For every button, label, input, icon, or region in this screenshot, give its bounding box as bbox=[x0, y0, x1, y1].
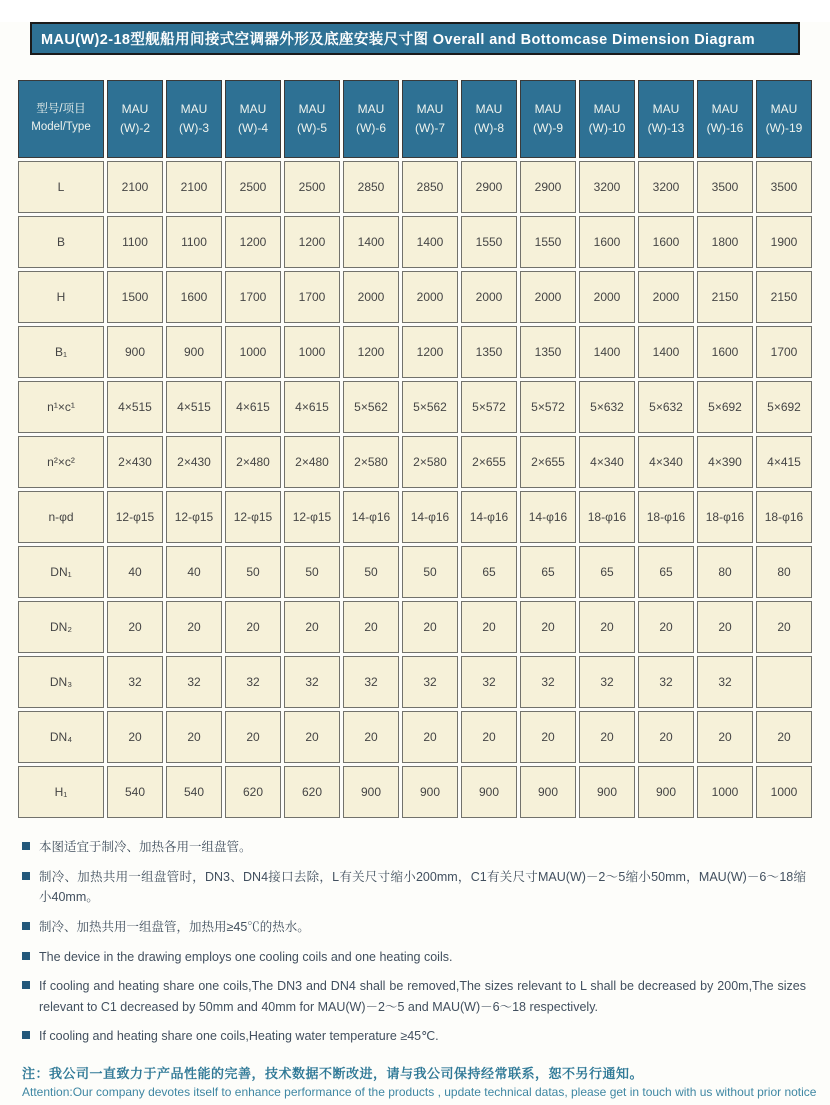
table-cell: 18-φ16 bbox=[697, 491, 753, 543]
table-cell: 32 bbox=[107, 656, 163, 708]
model-prefix: MAU bbox=[652, 102, 680, 117]
table-header bbox=[18, 80, 812, 158]
table-cell: 5×632 bbox=[579, 381, 635, 433]
column-header-w-10 bbox=[579, 80, 635, 158]
table-cell: 14-φ16 bbox=[343, 491, 399, 543]
table-cell: 32 bbox=[520, 656, 576, 708]
table-cell: 32 bbox=[638, 656, 694, 708]
model-prefix: MAU bbox=[416, 102, 444, 117]
table-cell: 20 bbox=[520, 601, 576, 653]
table-cell: 1550 bbox=[520, 216, 576, 268]
table-cell: 900 bbox=[461, 766, 517, 818]
bottom-note-chinese: 注：我公司一直致力于产品性能的完善，技术数据不断改进，请与我公司保持经常联系，恕不另行通知。 bbox=[22, 1066, 644, 1081]
table-cell: 1800 bbox=[697, 216, 753, 268]
table-cell: 18-φ16 bbox=[638, 491, 694, 543]
table-cell: 1400 bbox=[638, 326, 694, 378]
table-cell: 2100 bbox=[166, 161, 222, 213]
table-cell: 540 bbox=[166, 766, 222, 818]
bottom-note-english: Attention:Our company devotes itself to enhance performance of the products , update technical datas, please get in touch with us without prior notice bbox=[22, 1085, 817, 1099]
note-item bbox=[22, 947, 806, 968]
table-cell: 20 bbox=[579, 601, 635, 653]
row-label: H₁ bbox=[18, 766, 104, 818]
table-cell: 20 bbox=[107, 601, 163, 653]
table-cell: 1200 bbox=[284, 216, 340, 268]
table-cell: 20 bbox=[697, 601, 753, 653]
table-row bbox=[18, 161, 812, 213]
note-item bbox=[22, 976, 806, 1017]
table-cell: 20 bbox=[697, 711, 753, 763]
model-prefix: MAU bbox=[534, 102, 562, 117]
table-row bbox=[18, 436, 812, 488]
table-cell: 2900 bbox=[461, 161, 517, 213]
column-header-w-4 bbox=[225, 80, 281, 158]
table-cell: 4×340 bbox=[579, 436, 635, 488]
table-cell: 900 bbox=[402, 766, 458, 818]
row-label: DN₄ bbox=[18, 711, 104, 763]
bullet-square-icon bbox=[22, 922, 30, 930]
table-cell: 3500 bbox=[697, 161, 753, 213]
table-cell: 20 bbox=[638, 711, 694, 763]
table-cell: 5×572 bbox=[520, 381, 576, 433]
table-row bbox=[18, 546, 812, 598]
table-cell: 20 bbox=[343, 711, 399, 763]
table-cell: 1000 bbox=[284, 326, 340, 378]
table-body bbox=[18, 161, 812, 818]
table-cell: 5×692 bbox=[697, 381, 753, 433]
table-cell: 1700 bbox=[225, 271, 281, 323]
table-cell: 18-φ16 bbox=[579, 491, 635, 543]
table-cell: 2×655 bbox=[520, 436, 576, 488]
model-prefix: MAU bbox=[121, 102, 149, 117]
table-cell: 20 bbox=[107, 711, 163, 763]
table-cell: 2850 bbox=[343, 161, 399, 213]
model-size: (W)-13 bbox=[647, 121, 685, 135]
table-cell: 2150 bbox=[697, 271, 753, 323]
table-cell: 20 bbox=[402, 711, 458, 763]
table-cell: 3200 bbox=[638, 161, 694, 213]
table-cell: 80 bbox=[697, 546, 753, 598]
table-cell: 5×562 bbox=[402, 381, 458, 433]
model-size: (W)-9 bbox=[533, 121, 563, 135]
note-item bbox=[22, 867, 806, 908]
bullet-square-icon bbox=[22, 981, 30, 989]
table-cell: 20 bbox=[225, 711, 281, 763]
model-prefix: MAU bbox=[357, 102, 385, 117]
table-cell: 18-φ16 bbox=[756, 491, 812, 543]
row-label: B₁ bbox=[18, 326, 104, 378]
column-header-w-16 bbox=[697, 80, 753, 158]
table-cell: 1600 bbox=[579, 216, 635, 268]
table-cell: 2850 bbox=[402, 161, 458, 213]
row-label: L bbox=[18, 161, 104, 213]
table-cell: 5×562 bbox=[343, 381, 399, 433]
table-cell: 12-φ15 bbox=[225, 491, 281, 543]
table-cell: 32 bbox=[284, 656, 340, 708]
model-prefix: MAU bbox=[593, 102, 621, 117]
table-cell: 1500 bbox=[107, 271, 163, 323]
table-cell: 4×340 bbox=[638, 436, 694, 488]
table-cell: 50 bbox=[225, 546, 281, 598]
table-cell: 2×480 bbox=[284, 436, 340, 488]
table-cell: 1350 bbox=[520, 326, 576, 378]
table-cell: 2×655 bbox=[461, 436, 517, 488]
table-cell: 1000 bbox=[697, 766, 753, 818]
catalog-page bbox=[0, 22, 830, 1105]
table-cell: 12-φ15 bbox=[284, 491, 340, 543]
model-size: (W)-7 bbox=[415, 121, 445, 135]
table-cell: 40 bbox=[166, 546, 222, 598]
table-cell: 1100 bbox=[166, 216, 222, 268]
model-prefix: MAU bbox=[475, 102, 503, 117]
model-size: (W)-4 bbox=[238, 121, 268, 135]
note-text: If cooling and heating share one coils,The DN3 and DN4 shall be removed,The sizes relevant to L shall be decreased by 200m,The sizes relevant to C1 decreased by 50mm and 40mm for MAU(W)－2～5 and MAU(W)－6～18 respectively. bbox=[39, 979, 806, 1014]
bullet-square-icon bbox=[22, 952, 30, 960]
corner-line2: Model/Type bbox=[31, 121, 91, 133]
model-size: (W)-5 bbox=[297, 121, 327, 135]
table-cell: 2500 bbox=[284, 161, 340, 213]
table-cell: 900 bbox=[107, 326, 163, 378]
column-header-w-8 bbox=[461, 80, 517, 158]
table-cell: 2900 bbox=[520, 161, 576, 213]
table-row bbox=[18, 711, 812, 763]
model-size: (W)-6 bbox=[356, 121, 386, 135]
note-text: If cooling and heating share one coils,Heating water temperature ≥45℃. bbox=[39, 1029, 439, 1044]
column-header-w-19 bbox=[756, 80, 812, 158]
model-prefix: MAU bbox=[711, 102, 739, 117]
column-header-w-7 bbox=[402, 80, 458, 158]
table-cell: 2×430 bbox=[107, 436, 163, 488]
row-label: B bbox=[18, 216, 104, 268]
model-prefix: MAU bbox=[298, 102, 326, 117]
table-cell: 5×572 bbox=[461, 381, 517, 433]
table-cell: 20 bbox=[520, 711, 576, 763]
model-size: (W)-8 bbox=[474, 121, 504, 135]
table-cell: 900 bbox=[343, 766, 399, 818]
table-cell: 2×430 bbox=[166, 436, 222, 488]
table-corner-header bbox=[18, 80, 104, 158]
table-cell: 12-φ15 bbox=[166, 491, 222, 543]
note-text: 制冷、加热共用一组盘管时，DN3、DN4接口去除，L有关尺寸缩小200mm，C1有关尺寸MAU(W)－2～5缩小50mm，MAU(W)－6～18缩小40mm。 bbox=[39, 869, 806, 905]
corner-line1: 型号/项目 bbox=[36, 103, 86, 116]
table-row bbox=[18, 381, 812, 433]
table-cell: 32 bbox=[166, 656, 222, 708]
table-cell: 1700 bbox=[756, 326, 812, 378]
model-size: (W)-10 bbox=[588, 121, 626, 135]
table-cell: 1400 bbox=[579, 326, 635, 378]
table-cell: 1900 bbox=[756, 216, 812, 268]
table-cell: 20 bbox=[638, 601, 694, 653]
table-row bbox=[18, 326, 812, 378]
note-item bbox=[22, 837, 806, 858]
model-prefix: MAU bbox=[770, 102, 798, 117]
table-cell: 5×692 bbox=[756, 381, 812, 433]
table-cell: 20 bbox=[579, 711, 635, 763]
table-cell: 5×632 bbox=[638, 381, 694, 433]
table-cell: 900 bbox=[579, 766, 635, 818]
table-cell: 620 bbox=[284, 766, 340, 818]
table-cell: 900 bbox=[166, 326, 222, 378]
table-cell: 32 bbox=[579, 656, 635, 708]
bullet-square-icon bbox=[22, 1031, 30, 1039]
table-cell: 1000 bbox=[756, 766, 812, 818]
table-cell: 2000 bbox=[343, 271, 399, 323]
table-row bbox=[18, 766, 812, 818]
table-cell: 32 bbox=[225, 656, 281, 708]
table-cell: 50 bbox=[343, 546, 399, 598]
column-header-w-13 bbox=[638, 80, 694, 158]
table-cell: 20 bbox=[343, 601, 399, 653]
table-cell: 4×390 bbox=[697, 436, 753, 488]
table-cell: 50 bbox=[284, 546, 340, 598]
row-label: n-φd bbox=[18, 491, 104, 543]
table-cell: 1700 bbox=[284, 271, 340, 323]
table-cell: 2500 bbox=[225, 161, 281, 213]
note-text: 制冷、加热共用一组盘管，加热用≥45℃的热水。 bbox=[39, 919, 310, 934]
table-cell: 900 bbox=[520, 766, 576, 818]
column-header-w-6 bbox=[343, 80, 399, 158]
table-cell: 20 bbox=[284, 601, 340, 653]
model-size: (W)-3 bbox=[179, 121, 209, 135]
model-prefix: MAU bbox=[239, 102, 267, 117]
table-cell: 1100 bbox=[107, 216, 163, 268]
dimension-table bbox=[15, 77, 815, 821]
bottom-note bbox=[22, 1063, 820, 1099]
note-text: The device in the drawing employs one cooling coils and one heating coils. bbox=[39, 949, 453, 964]
page-title: MAU(W)2-18型舰船用间接式空调器外形及底座安装尺寸图 Overall and Bottomcase Dimension Diagram bbox=[41, 32, 756, 48]
row-label: DN₁ bbox=[18, 546, 104, 598]
table-cell: 1550 bbox=[461, 216, 517, 268]
table-cell: 20 bbox=[166, 601, 222, 653]
table-cell: 2000 bbox=[402, 271, 458, 323]
column-header-w-9 bbox=[520, 80, 576, 158]
column-header-w-5 bbox=[284, 80, 340, 158]
table-cell: 1400 bbox=[402, 216, 458, 268]
table-row bbox=[18, 491, 812, 543]
note-item bbox=[22, 917, 806, 938]
table-cell: 20 bbox=[756, 711, 812, 763]
table-cell: 65 bbox=[638, 546, 694, 598]
table-cell: 50 bbox=[402, 546, 458, 598]
table-cell: 12-φ15 bbox=[107, 491, 163, 543]
table-cell: 14-φ16 bbox=[520, 491, 576, 543]
table-cell: 2×580 bbox=[402, 436, 458, 488]
table-cell: 2000 bbox=[579, 271, 635, 323]
table-cell: 2150 bbox=[756, 271, 812, 323]
table-cell: 65 bbox=[579, 546, 635, 598]
table-cell: 2000 bbox=[461, 271, 517, 323]
row-label: DN₂ bbox=[18, 601, 104, 653]
table-cell: 4×515 bbox=[166, 381, 222, 433]
table-cell: 1600 bbox=[166, 271, 222, 323]
table-cell: 4×615 bbox=[284, 381, 340, 433]
table-cell: 2000 bbox=[638, 271, 694, 323]
row-label: H bbox=[18, 271, 104, 323]
row-label: DN₃ bbox=[18, 656, 104, 708]
model-size: (W)-2 bbox=[120, 121, 150, 135]
table-cell: 40 bbox=[107, 546, 163, 598]
title-bar bbox=[30, 22, 800, 55]
table-cell: 65 bbox=[461, 546, 517, 598]
table-cell: 4×415 bbox=[756, 436, 812, 488]
table-cell: 20 bbox=[166, 711, 222, 763]
table-cell: 20 bbox=[461, 601, 517, 653]
table-cell: 1400 bbox=[343, 216, 399, 268]
table-cell: 900 bbox=[638, 766, 694, 818]
table-cell: 2×580 bbox=[343, 436, 399, 488]
table-cell: 3500 bbox=[756, 161, 812, 213]
bullet-square-icon bbox=[22, 872, 30, 880]
table-cell: 1000 bbox=[225, 326, 281, 378]
table-cell: 80 bbox=[756, 546, 812, 598]
table-cell: 20 bbox=[461, 711, 517, 763]
note-text: 本图适宜于制冷、加热各用一组盘管。 bbox=[39, 840, 252, 854]
table-cell: 32 bbox=[697, 656, 753, 708]
table-cell: 14-φ16 bbox=[461, 491, 517, 543]
table-cell: 1200 bbox=[225, 216, 281, 268]
table-cell: 4×515 bbox=[107, 381, 163, 433]
notes-list bbox=[22, 837, 806, 1047]
model-prefix: MAU bbox=[180, 102, 208, 117]
table-cell: 1350 bbox=[461, 326, 517, 378]
note-item bbox=[22, 1026, 806, 1047]
table-cell: 1600 bbox=[697, 326, 753, 378]
table-row bbox=[18, 216, 812, 268]
table-cell: 2100 bbox=[107, 161, 163, 213]
bullet-square-icon bbox=[22, 842, 30, 850]
row-label: n¹×c¹ bbox=[18, 381, 104, 433]
table-cell: 1200 bbox=[343, 326, 399, 378]
table-cell: 32 bbox=[461, 656, 517, 708]
column-header-w-3 bbox=[166, 80, 222, 158]
table-row bbox=[18, 601, 812, 653]
table-cell: 14-φ16 bbox=[402, 491, 458, 543]
row-label: n²×c² bbox=[18, 436, 104, 488]
column-header-w-2 bbox=[107, 80, 163, 158]
model-size: (W)-16 bbox=[706, 121, 744, 135]
table-cell: 1600 bbox=[638, 216, 694, 268]
table-cell: 2000 bbox=[520, 271, 576, 323]
table-row bbox=[18, 271, 812, 323]
table-cell: 1200 bbox=[402, 326, 458, 378]
table-cell bbox=[756, 656, 812, 708]
table-cell: 2×480 bbox=[225, 436, 281, 488]
table-cell: 4×615 bbox=[225, 381, 281, 433]
table-cell: 32 bbox=[343, 656, 399, 708]
table-header-row bbox=[18, 80, 812, 158]
table-cell: 3200 bbox=[579, 161, 635, 213]
table-cell: 20 bbox=[402, 601, 458, 653]
model-size: (W)-19 bbox=[765, 121, 803, 135]
table-cell: 65 bbox=[520, 546, 576, 598]
table-cell: 540 bbox=[107, 766, 163, 818]
table-cell: 32 bbox=[402, 656, 458, 708]
table-row bbox=[18, 656, 812, 708]
table-cell: 620 bbox=[225, 766, 281, 818]
table-cell: 20 bbox=[756, 601, 812, 653]
table-cell: 20 bbox=[284, 711, 340, 763]
table-cell: 20 bbox=[225, 601, 281, 653]
